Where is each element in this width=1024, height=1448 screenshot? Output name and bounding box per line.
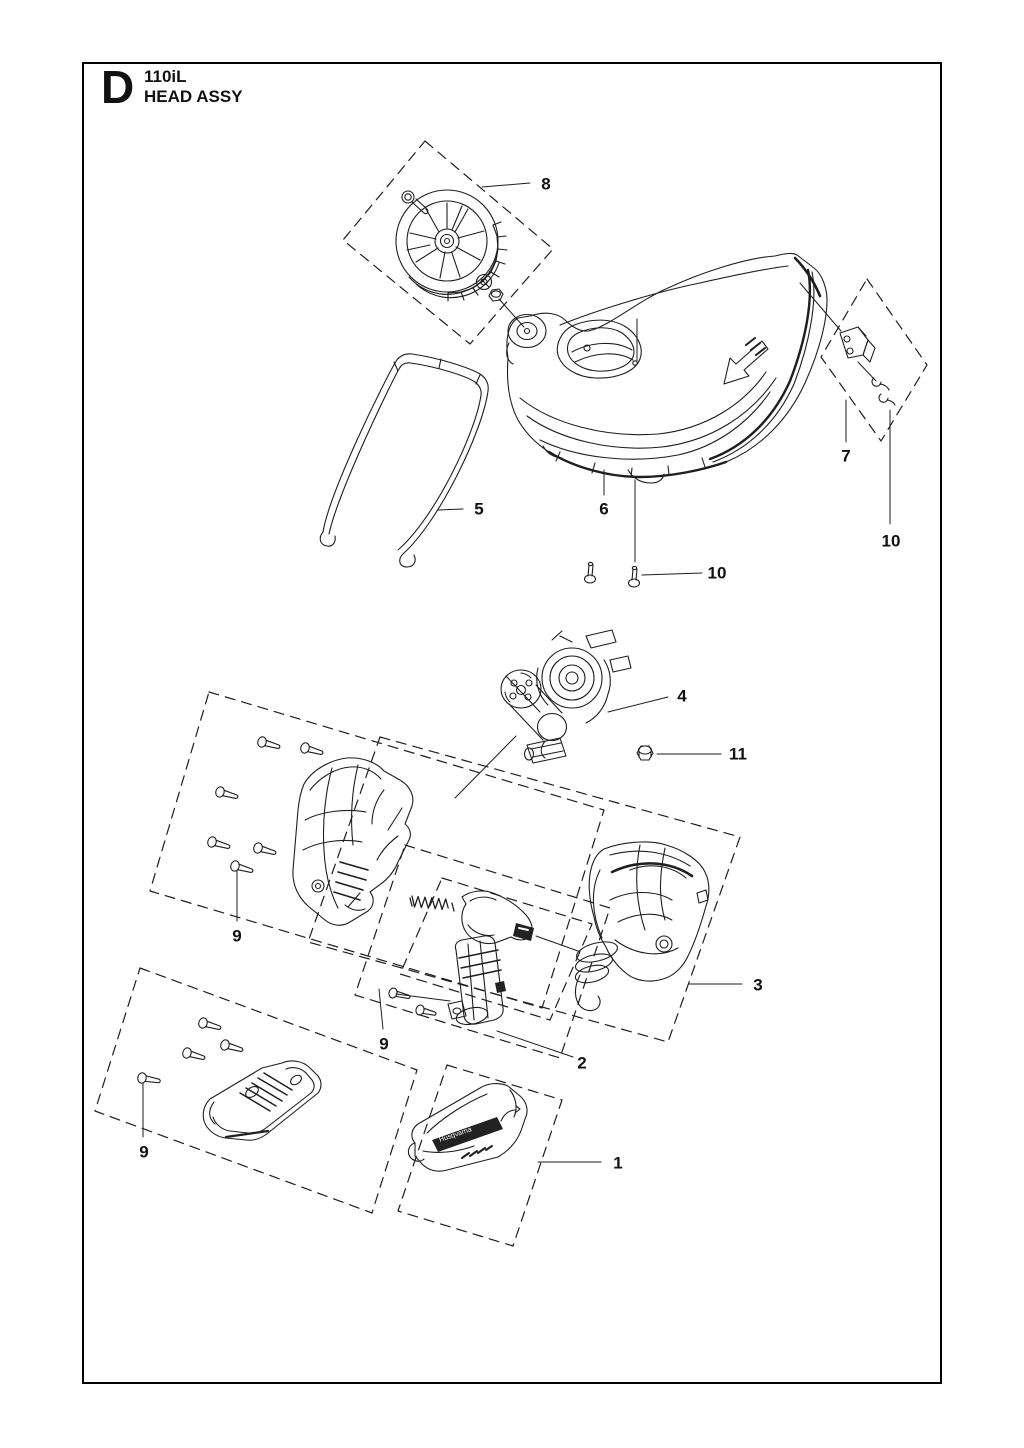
wheel-nut [489, 289, 503, 301]
callout-part-10-right: 10 [881, 531, 901, 551]
callout-part-5: 5 [474, 499, 484, 519]
section-letter: D [101, 61, 135, 113]
bracket-part-7 [840, 327, 875, 362]
callout-part-4: 4 [677, 686, 687, 706]
screws-part-9-lower [137, 1017, 244, 1086]
group-box-part8 [343, 141, 553, 344]
screws-part-9-upper [207, 736, 325, 876]
latch-cylinder [448, 936, 506, 1027]
trigger [462, 891, 534, 944]
callout-part-9-lower: 9 [139, 1142, 149, 1162]
screws-part-10-mid [585, 562, 640, 587]
spring [410, 896, 454, 911]
leader-lines [143, 183, 890, 1162]
trigger-assembly-part-2 [388, 891, 534, 1027]
nut-part-11 [637, 746, 653, 760]
callout-part-11: 11 [729, 744, 747, 764]
group-box-part7 [821, 279, 927, 441]
wheel-part-8 [396, 190, 507, 301]
callout-part-9-upper: 9 [232, 926, 242, 946]
motor-part-4 [501, 630, 631, 763]
guard-hub [507, 315, 546, 365]
left-housing-half [293, 758, 413, 925]
cover-logo-text: Husqvarna [438, 1126, 473, 1144]
callout-part-7: 7 [841, 446, 851, 466]
screw [629, 566, 640, 587]
right-housing-part-3 [574, 842, 709, 1011]
callout-part-10-mid: 10 [707, 563, 727, 583]
guard-direction-arrow [724, 338, 768, 384]
cover-unlock-arrow-icon [501, 1106, 520, 1121]
group-box-part1 [398, 1065, 562, 1246]
assembly-title: HEAD ASSY [144, 87, 243, 106]
callout-part-2: 2 [577, 1053, 587, 1073]
wheel-spokes [407, 203, 484, 278]
model-title: 110iL [144, 67, 187, 86]
group-box-part2-outer [355, 845, 610, 1058]
loop-guard-part-5 [320, 354, 488, 567]
callout-part-9-mid: 9 [379, 1034, 389, 1054]
callout-part-8: 8 [541, 174, 551, 194]
bottom-housing-insert [203, 1061, 321, 1140]
screw [388, 987, 437, 1019]
screw [585, 562, 596, 583]
callout-part-1: 1 [613, 1153, 623, 1173]
guard-part-6 [507, 253, 827, 483]
screws-part-10-right [872, 378, 895, 405]
callout-part-6: 6 [599, 499, 609, 519]
callout-part-3: 3 [753, 975, 763, 995]
